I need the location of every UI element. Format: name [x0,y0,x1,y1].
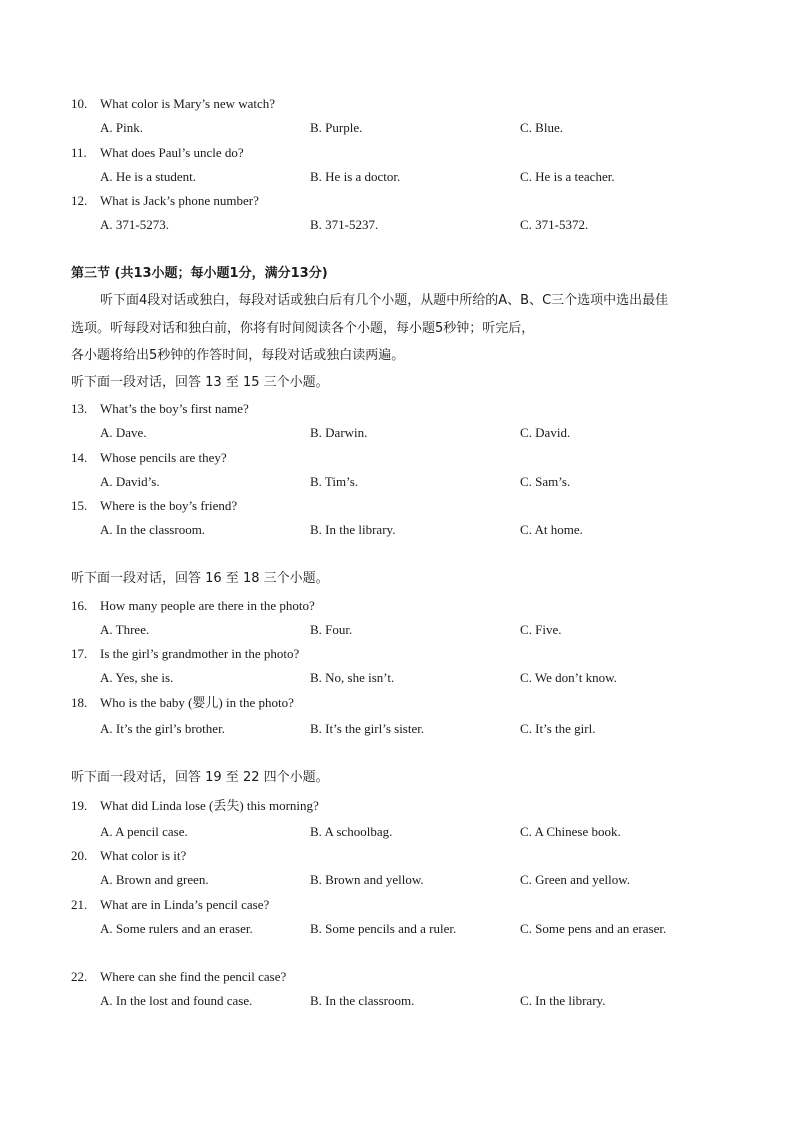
question-12 [71,193,259,209]
option-c: C. It’s the girl. [520,721,596,736]
option-c: C. 371-5372. [520,217,589,232]
option-a: A. 371-5273. [100,217,169,232]
question-text: What does Paul’s uncle do? [100,145,244,160]
option-c: C. A Chinese book. [520,824,621,839]
option-a: A. He is a student. [100,169,197,184]
question-text: Who is the baby (婴儿) in the photo? [100,695,294,710]
option-b: B. It’s the girl’s sister. [310,721,425,736]
option-b: B. No, she isn’t. [310,670,395,685]
question-text: What color is it? [100,848,187,863]
dialogue-intro: 听下面一段对话，回答 19 至 22 四个小题。 [71,770,329,785]
option-b: B. Darwin. [310,425,368,440]
question-number: 15. [71,498,88,513]
question-number: 11. [71,145,87,160]
option-a: A. A pencil case. [100,824,188,839]
option-b: B. Some pencils and a ruler. [310,921,457,936]
question-text: Is the girl’s grandmother in the photo? [100,646,300,661]
section-heading: 第三节 (共13小题；每小题1分，满分13分) [71,266,328,281]
question-number: 16. [71,598,88,613]
dialogue-intro: 听下面一段对话，回答 13 至 15 三个小题。 [71,375,329,390]
option-b: B. He is a doctor. [310,169,401,184]
question-14 [71,450,227,466]
option-a: A. Dave. [100,425,147,440]
option-a: A. In the classroom. [100,522,206,537]
question-text: Where is the boy’s friend? [100,498,238,513]
question-number: 10. [71,96,88,111]
question-text: What is Jack’s phone number? [100,193,259,208]
question-number: 14. [71,450,88,465]
question-number: 18. [71,695,88,710]
option-b: B. Brown and yellow. [310,872,424,887]
question-13 [71,401,249,417]
question-text: What did Linda lose (丢失) this morning? [100,798,319,813]
option-a: A. Pink. [100,120,143,135]
option-c: C. David. [520,425,571,440]
option-c: C. Five. [520,622,562,637]
option-b: B. A schoolbag. [310,824,393,839]
question-19 [71,798,319,814]
option-a: A. David’s. [100,474,160,489]
option-a: A. It’s the girl’s brother. [100,721,225,736]
option-c: C. Some pens and an eraser. [520,921,667,936]
question-text: What color is Mary’s new watch? [100,96,276,111]
question-17 [71,646,299,662]
option-b: B. In the library. [310,522,396,537]
question-number: 12. [71,193,88,208]
instruction-line: 选项。听每段对话和独白前，你将有时间阅读各个小题，每小题5秒钟；听完后， [71,321,535,336]
option-a: A. Three. [100,622,150,637]
question-number: 17. [71,646,88,661]
question-10 [71,96,275,112]
option-c: C. At home. [520,522,583,537]
question-number: 21. [71,897,88,912]
instruction-line: 各小题将给出5秒钟的作答时间，每段对话或独白读两遍。 [71,348,405,363]
question-20 [71,848,186,864]
question-11 [71,145,244,161]
option-b: B. In the classroom. [310,993,415,1008]
dialogue-intro: 听下面一段对话，回答 16 至 18 三个小题。 [71,571,329,586]
question-16 [71,598,315,614]
option-c: C. In the library. [520,993,606,1008]
option-a: A. Some rulers and an eraser. [100,921,253,936]
option-c: C. He is a teacher. [520,169,615,184]
option-c: C. Blue. [520,120,563,135]
option-c: C. We don’t know. [520,670,617,685]
question-number: 19. [71,798,88,813]
question-text: What are in Linda’s pencil case? [100,897,270,912]
question-text: Whose pencils are they? [100,450,227,465]
question-text: How many people are there in the photo? [100,598,315,613]
option-c: C. Sam’s. [520,474,571,489]
option-b: B. 371-5237. [310,217,379,232]
option-a: A. In the lost and found case. [100,993,253,1008]
question-21 [71,897,269,913]
option-c: C. Green and yellow. [520,872,630,887]
question-text: What’s the boy’s first name? [100,401,249,416]
option-a: A. Yes, she is. [100,670,174,685]
instruction-line: 听下面4段对话或独白，每段对话或独白后有几个小题，从题中所给的A、B、C三个选项中选出最佳 [100,293,669,308]
question-22 [71,969,286,985]
question-number: 13. [71,401,88,416]
question-18 [71,695,294,711]
option-b: B. Four. [310,622,353,637]
question-number: 22. [71,969,88,984]
option-b: B. Tim’s. [310,474,359,489]
question-number: 20. [71,848,88,863]
question-15 [71,498,237,514]
option-a: A. Brown and green. [100,872,209,887]
question-text: Where can she find the pencil case? [100,969,287,984]
option-b: B. Purple. [310,120,363,135]
